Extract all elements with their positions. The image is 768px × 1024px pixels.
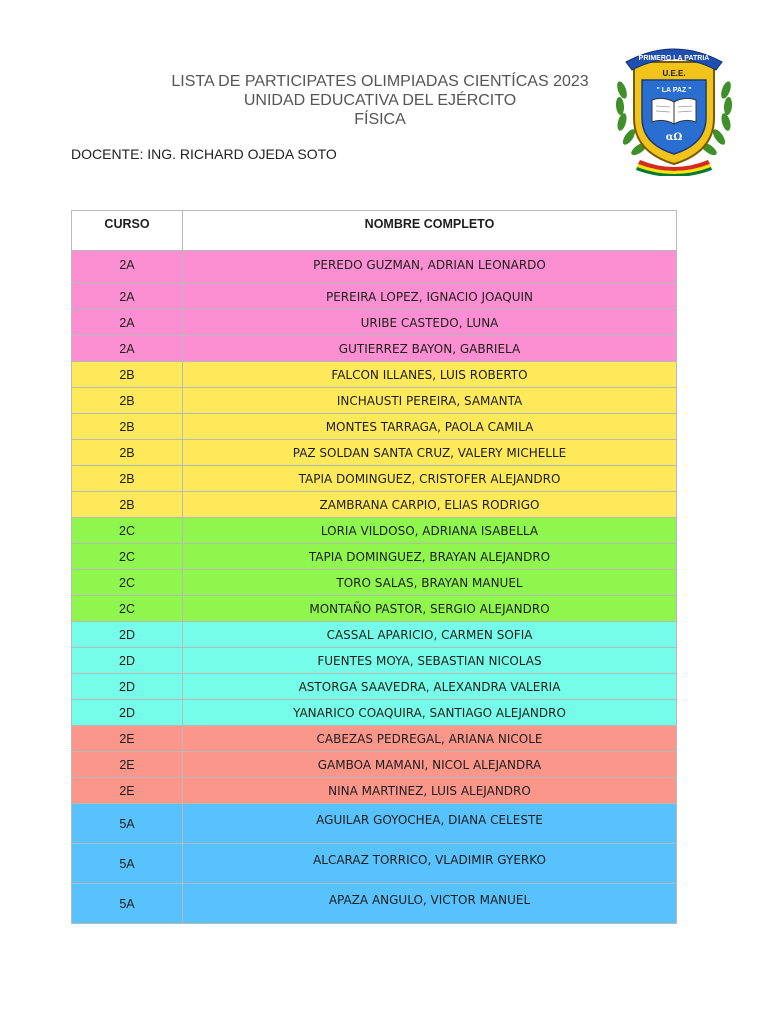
crest-city-text: " LA PAZ "	[656, 87, 692, 94]
curso-cell: 2A	[72, 336, 183, 362]
table-row	[72, 362, 677, 388]
nombre-cell: LORIA VILDOSO, ADRIANA ISABELLA	[183, 518, 677, 544]
curso-cell: 2C	[72, 596, 183, 622]
nombre-cell: FUENTES MOYA, SEBASTIAN NICOLAS	[183, 648, 677, 674]
school-name: UNIDAD EDUCATIVA DEL EJÉRCITO	[243, 92, 517, 109]
curso-cell: 2A	[72, 284, 183, 310]
nombre-cell: PEREIRA LOPEZ, IGNACIO JOAQUIN	[183, 284, 677, 310]
crest-motto-text: αΩ	[665, 132, 683, 143]
document-title: LISTA DE PARTICIPATES OLIMPIADAS CIENTÍCAS 2023	[171, 73, 589, 90]
curso-cell: 2C	[72, 518, 183, 544]
curso-cell: 2B	[72, 466, 183, 492]
nombre-cell: MONTAÑO PASTOR, SERGIO ALEJANDRO	[183, 596, 677, 622]
nombre-cell: URIBE CASTEDO, LUNA	[183, 310, 677, 336]
nombre-cell: ASTORGA SAAVEDRA, ALEXANDRA VALERIA	[183, 674, 677, 700]
table-row	[72, 440, 677, 466]
curso-cell: 2A	[72, 251, 183, 284]
curso-cell: 2E	[72, 778, 183, 804]
curso-cell: 2E	[72, 752, 183, 778]
nombre-cell: TORO SALAS, BRAYAN MANUEL	[183, 570, 677, 596]
table-row	[72, 844, 677, 884]
table-row	[72, 251, 677, 284]
nombre-cell: AGUILAR GOYOCHEA, DIANA CELESTE	[183, 804, 677, 844]
nombre-cell: ZAMBRANA CARPIO, ELIAS RODRIGO	[183, 492, 677, 518]
curso-cell: 2A	[72, 310, 183, 336]
nombre-cell: GAMBOA MAMANI, NICOL ALEJANDRA	[183, 752, 677, 778]
participants-table	[71, 210, 677, 924]
nombre-cell: TAPIA DOMINGUEZ, CRISTOFER ALEJANDRO	[183, 466, 677, 492]
column-header-nombre: NOMBRE COMPLETO	[183, 211, 677, 251]
nombre-cell: INCHAUSTI PEREIRA, SAMANTA	[183, 388, 677, 414]
nombre-cell: APAZA ANGULO, VICTOR MANUEL	[183, 884, 677, 924]
table-row	[72, 804, 677, 844]
curso-cell: 2B	[72, 492, 183, 518]
crest-banner-text: PRIMERO LA PATRIA	[638, 55, 710, 62]
teacher-name: DOCENTE: ING. RICHARD OJEDA SOTO	[71, 146, 337, 162]
curso-cell: 2D	[72, 622, 183, 648]
nombre-cell: YANARICO COAQUIRA, SANTIAGO ALEJANDRO	[183, 700, 677, 726]
table-row	[72, 726, 677, 752]
nombre-cell: PAZ SOLDAN SANTA CRUZ, VALERY MICHELLE	[183, 440, 677, 466]
curso-cell: 2D	[72, 648, 183, 674]
table-row	[72, 388, 677, 414]
table-row	[72, 466, 677, 492]
curso-cell: 2B	[72, 440, 183, 466]
nombre-cell: CASSAL APARICIO, CARMEN SOFIA	[183, 622, 677, 648]
table-row	[72, 518, 677, 544]
table-row	[72, 648, 677, 674]
table-row	[72, 596, 677, 622]
table-row	[72, 752, 677, 778]
table-row	[72, 492, 677, 518]
nombre-cell: PEREDO GUZMAN, ADRIAN LEONARDO	[183, 251, 677, 284]
nombre-cell: CABEZAS PEDREGAL, ARIANA NICOLE	[183, 726, 677, 752]
crest-acronym-text: U.E.E.	[662, 69, 686, 78]
school-crest-logo	[612, 40, 736, 176]
curso-cell: 2C	[72, 570, 183, 596]
table-row	[72, 284, 677, 310]
book-icon	[652, 98, 696, 124]
curso-cell: 2B	[72, 388, 183, 414]
table-row	[72, 778, 677, 804]
table-row	[72, 884, 677, 924]
nombre-cell: ALCARAZ TORRICO, VLADIMIR GYERKO	[183, 844, 677, 884]
table-row	[72, 674, 677, 700]
table-row	[72, 622, 677, 648]
curso-cell: 5A	[72, 884, 183, 924]
curso-cell: 2B	[72, 414, 183, 440]
nombre-cell: MONTES TARRAGA, PAOLA CAMILA	[183, 414, 677, 440]
curso-cell: 2C	[72, 544, 183, 570]
curso-cell: 5A	[72, 804, 183, 844]
nombre-cell: TAPIA DOMINGUEZ, BRAYAN ALEJANDRO	[183, 544, 677, 570]
column-header-curso: CURSO	[72, 211, 183, 251]
curso-cell: 2B	[72, 362, 183, 388]
table-row	[72, 310, 677, 336]
document-header	[150, 72, 610, 129]
table-row	[72, 570, 677, 596]
curso-cell: 2D	[72, 674, 183, 700]
curso-cell: 5A	[72, 844, 183, 884]
nombre-cell: NINA MARTINEZ, LUIS ALEJANDRO	[183, 778, 677, 804]
curso-cell: 2E	[72, 726, 183, 752]
table-row	[72, 336, 677, 362]
table-row	[72, 544, 677, 570]
subject-name: FÍSICA	[354, 111, 406, 128]
table-row	[72, 414, 677, 440]
nombre-cell: GUTIERREZ BAYON, GABRIELA	[183, 336, 677, 362]
curso-cell: 2D	[72, 700, 183, 726]
table-row	[72, 700, 677, 726]
table-header-row	[72, 211, 677, 251]
nombre-cell: FALCON ILLANES, LUIS ROBERTO	[183, 362, 677, 388]
